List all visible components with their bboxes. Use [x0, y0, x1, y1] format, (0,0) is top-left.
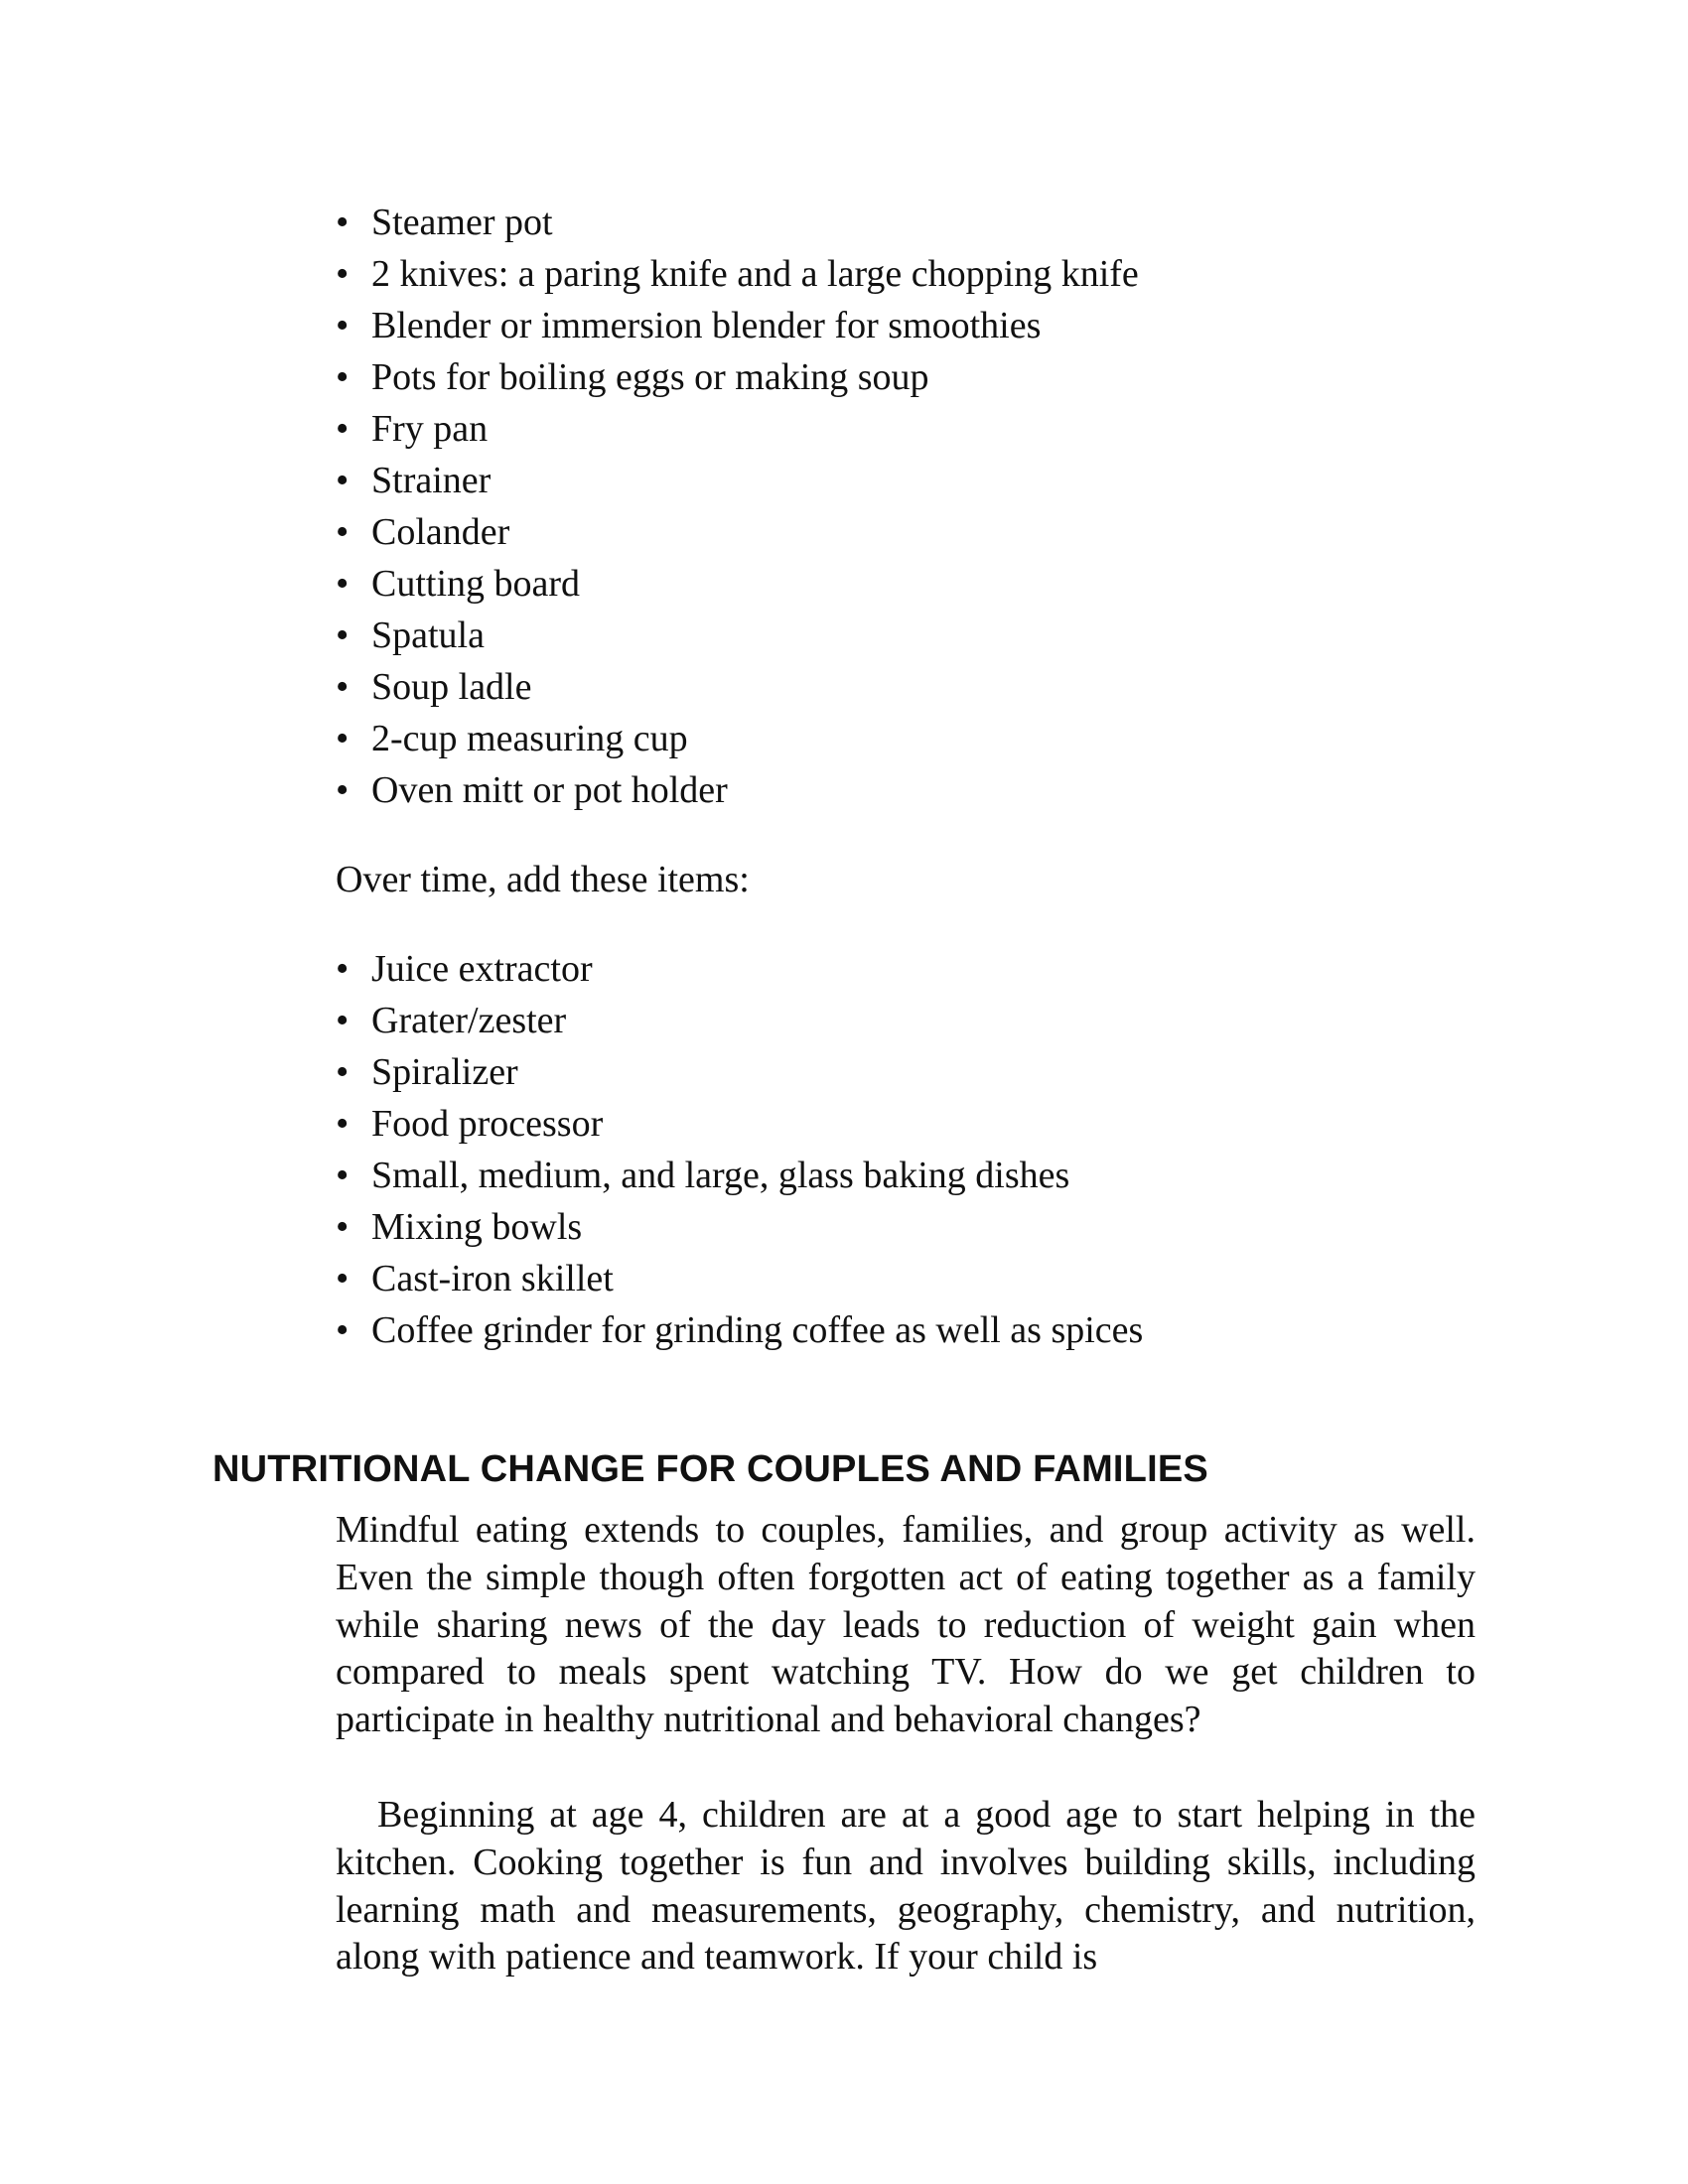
list-item	[336, 558, 1476, 610]
list-item	[336, 351, 1476, 403]
list-item-text: Blender or immersion blender for smoothies	[371, 305, 1042, 346]
list-item	[336, 1304, 1476, 1356]
list-item	[336, 610, 1476, 661]
list-item-text: 2-cup measuring cup	[371, 718, 688, 759]
bullet-glyph: •	[336, 356, 350, 398]
list-item	[336, 1201, 1476, 1253]
list-item	[336, 943, 1476, 995]
bullet-glyph: •	[336, 253, 350, 295]
list-item-text: Fry pan	[371, 408, 489, 450]
list-item-text: Food processor	[371, 1103, 604, 1145]
list-item-text: Grater/zester	[371, 1000, 567, 1041]
list-item-text: Pots for boiling eggs or making soup	[371, 356, 929, 398]
additional-items-list	[336, 943, 1476, 1356]
equipment-list	[336, 197, 1476, 816]
list-item	[336, 661, 1476, 713]
list-item-text: 2 knives: a paring knife and a large chopping knife	[371, 253, 1139, 295]
bullet-glyph: •	[336, 1309, 350, 1351]
bullet-glyph: •	[336, 1051, 350, 1093]
list-item-text: Spatula	[371, 614, 485, 656]
list-item	[336, 248, 1476, 300]
list-item	[336, 713, 1476, 764]
list-item	[336, 1150, 1476, 1201]
list-item	[336, 1098, 1476, 1150]
bullet-glyph: •	[336, 305, 350, 346]
bullet-glyph: •	[336, 718, 350, 759]
bullet-glyph: •	[336, 1000, 350, 1041]
list-item	[336, 455, 1476, 506]
bullet-glyph: •	[336, 1206, 350, 1248]
over-time-intro: Over time, add these items:	[336, 859, 750, 900]
bullet-glyph: •	[336, 1103, 350, 1145]
list-item-text: Coffee grinder for grinding coffee as well as spices	[371, 1309, 1144, 1351]
body-paragraph: Mindful eating extends to couples, families, and group activity as well. Even the simple though often forgotten act of eating together as a family while sharing news of the day leads to reduction of weight gain when compared to meals spent watching TV. How do we get children to participate in healthy nutritional and behavioral changes?	[336, 1509, 1476, 1741]
list-item-text: Colander	[371, 511, 510, 553]
body-paragraph: Beginning at age 4, children are at a good age to start helping in the kitchen. Cooking together is fun and involves building skills, including learning math and measurements, geography, chemistry, and nutrition, along with patience and teamwork. If your child is	[336, 1794, 1476, 1979]
bullet-glyph: •	[336, 666, 350, 708]
bullet-glyph: •	[336, 614, 350, 656]
bullet-glyph: •	[336, 1258, 350, 1299]
bullet-glyph: •	[336, 948, 350, 990]
list-item-text: Steamer pot	[371, 202, 553, 243]
list-item-text: Spiralizer	[371, 1051, 518, 1093]
list-item	[336, 1046, 1476, 1098]
bullet-glyph: •	[336, 202, 350, 243]
list-item-text: Cutting board	[371, 563, 581, 605]
bullet-glyph: •	[336, 511, 350, 553]
list-item	[336, 300, 1476, 351]
list-item-text: Strainer	[371, 460, 492, 501]
section-heading: NUTRITIONAL CHANGE FOR COUPLES AND FAMILIES	[212, 1447, 1208, 1490]
list-item-text: Cast-iron skillet	[371, 1258, 614, 1299]
list-item	[336, 403, 1476, 455]
list-item	[336, 995, 1476, 1046]
list-item-text: Small, medium, and large, glass baking dishes	[371, 1155, 1070, 1196]
list-item-text: Juice extractor	[371, 948, 593, 990]
list-item-text: Soup ladle	[371, 666, 532, 708]
bullet-glyph: •	[336, 408, 350, 450]
list-item	[336, 506, 1476, 558]
list-item	[336, 764, 1476, 816]
bullet-glyph: •	[336, 563, 350, 605]
bullet-glyph: •	[336, 1155, 350, 1196]
list-item-text: Oven mitt or pot holder	[371, 769, 728, 811]
list-item	[336, 1253, 1476, 1304]
bullet-glyph: •	[336, 769, 350, 811]
list-item	[336, 197, 1476, 248]
bullet-glyph: •	[336, 460, 350, 501]
list-item-text: Mixing bowls	[371, 1206, 583, 1248]
